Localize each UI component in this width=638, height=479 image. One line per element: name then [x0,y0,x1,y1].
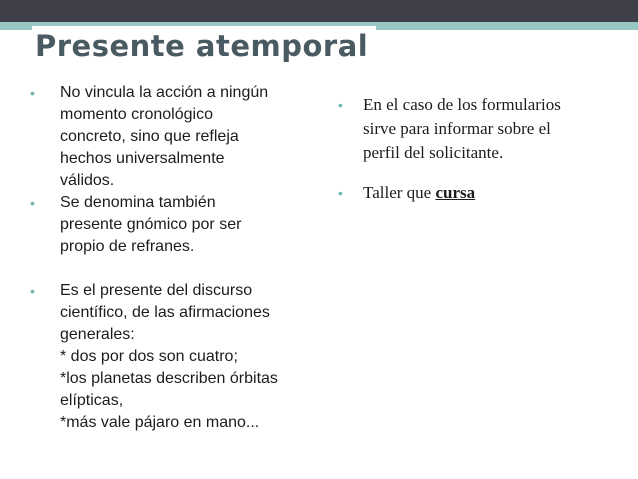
bullet-icon: • [338,185,343,201]
header-bar-dark [0,0,638,22]
bullet-item [338,181,628,205]
bullet-item [30,82,320,192]
bullet-item [30,192,320,258]
bullet-item [30,280,320,434]
bullet-text [363,181,628,205]
right-column [338,93,628,205]
bullet-text: Es el presente del discurso científico, de las afirmaciones generales: * dos por dos son cuatro; *los planetas describen órbitas elípticas, *más vale pájaro en mano... [60,282,278,431]
bullet-text-prefix: Taller que [363,183,436,202]
emphasized-word: cursa [435,183,476,202]
left-column [30,82,320,434]
bullet-icon: • [30,283,35,299]
bullet-icon: • [30,85,35,101]
bullet-text: En el caso de los formularios sirve para informar sobre el perfil del solicitante. [363,95,561,162]
bullet-icon: • [30,195,35,211]
bullet-text: No vincula la acción a ningún momento cronológico concreto, sino que refleja hechos universalmente válidos. [60,84,269,189]
slide-title: Presente atemporal [32,26,376,66]
bullet-item [338,93,628,165]
bullet-text: Se denomina también presente gnómico por ser propio de refranes. [60,194,242,255]
bullet-icon: • [338,97,343,113]
